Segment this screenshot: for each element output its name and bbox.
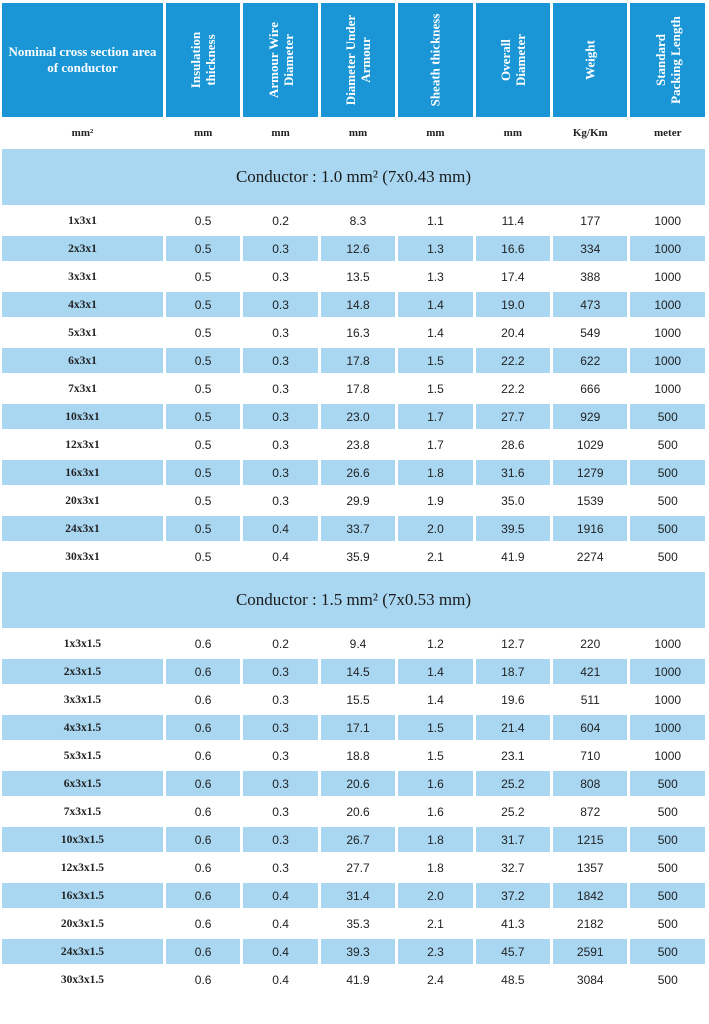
value-cell: 1215 xyxy=(553,827,627,852)
value-cell: 1.3 xyxy=(398,264,472,289)
value-cell: 1.4 xyxy=(398,687,472,712)
value-cell: 0.6 xyxy=(166,659,240,684)
value-cell: 0.5 xyxy=(166,488,240,513)
cable-size-cell: 6x3x1.5 xyxy=(2,771,163,796)
col-header-line: Overall xyxy=(497,39,513,81)
value-cell: 41.9 xyxy=(476,544,550,569)
cable-size-cell: 1x3x1.5 xyxy=(2,631,163,656)
value-cell: 31.7 xyxy=(476,827,550,852)
value-cell: 0.6 xyxy=(166,799,240,824)
value-cell: 39.3 xyxy=(321,939,395,964)
table-row xyxy=(2,771,705,796)
cable-size-cell: 10x3x1 xyxy=(2,404,163,429)
value-cell: 0.5 xyxy=(166,404,240,429)
value-cell: 0.2 xyxy=(243,208,317,233)
unit-cell: mm xyxy=(321,120,395,146)
value-cell: 37.2 xyxy=(476,883,550,908)
value-cell: 0.3 xyxy=(243,432,317,457)
value-cell: 41.9 xyxy=(321,967,395,992)
value-cell: 1.5 xyxy=(398,743,472,768)
value-cell: 1000 xyxy=(630,631,705,656)
value-cell: 0.5 xyxy=(166,348,240,373)
cable-size-cell: 20x3x1 xyxy=(2,488,163,513)
value-cell: 2274 xyxy=(553,544,627,569)
table-row xyxy=(2,939,705,964)
value-cell: 334 xyxy=(553,236,627,261)
cable-size-cell: 16x3x1.5 xyxy=(2,883,163,908)
table-row xyxy=(2,631,705,656)
cable-size-cell: 20x3x1.5 xyxy=(2,911,163,936)
value-cell: 0.4 xyxy=(243,516,317,541)
value-cell: 0.6 xyxy=(166,743,240,768)
value-cell: 23.8 xyxy=(321,432,395,457)
value-cell: 20.6 xyxy=(321,771,395,796)
value-cell: 1.9 xyxy=(398,488,472,513)
value-cell: 1.5 xyxy=(398,348,472,373)
value-cell: 21.4 xyxy=(476,715,550,740)
value-cell: 1000 xyxy=(630,715,705,740)
value-cell: 1.4 xyxy=(398,320,472,345)
value-cell: 1.6 xyxy=(398,771,472,796)
col-header-insulation-thickness xyxy=(166,3,240,117)
value-cell: 0.3 xyxy=(243,488,317,513)
value-cell: 22.2 xyxy=(476,348,550,373)
value-cell: 1000 xyxy=(630,743,705,768)
table-row xyxy=(2,715,705,740)
cable-size-cell: 5x3x1 xyxy=(2,320,163,345)
value-cell: 1.8 xyxy=(398,827,472,852)
value-cell: 1000 xyxy=(630,236,705,261)
value-cell: 1.8 xyxy=(398,855,472,880)
value-cell: 1.5 xyxy=(398,376,472,401)
unit-cell: mm² xyxy=(2,120,163,146)
value-cell: 0.3 xyxy=(243,236,317,261)
value-cell: 500 xyxy=(630,460,705,485)
value-cell: 35.9 xyxy=(321,544,395,569)
value-cell: 0.3 xyxy=(243,320,317,345)
value-cell: 0.5 xyxy=(166,236,240,261)
value-cell: 17.8 xyxy=(321,348,395,373)
value-cell: 0.5 xyxy=(166,376,240,401)
section-header-row xyxy=(2,572,705,628)
value-cell: 1.8 xyxy=(398,460,472,485)
value-cell: 19.0 xyxy=(476,292,550,317)
value-cell: 1000 xyxy=(630,292,705,317)
value-cell: 0.3 xyxy=(243,348,317,373)
value-cell: 1.5 xyxy=(398,715,472,740)
value-cell: 0.5 xyxy=(166,460,240,485)
value-cell: 19.6 xyxy=(476,687,550,712)
value-cell: 1000 xyxy=(630,320,705,345)
value-cell: 0.3 xyxy=(243,460,317,485)
col-header-weight xyxy=(553,3,627,117)
value-cell: 2.0 xyxy=(398,883,472,908)
cable-size-cell: 7x3x1.5 xyxy=(2,799,163,824)
value-cell: 220 xyxy=(553,631,627,656)
value-cell: 500 xyxy=(630,516,705,541)
value-cell: 17.8 xyxy=(321,376,395,401)
value-cell: 28.6 xyxy=(476,432,550,457)
table-row xyxy=(2,320,705,345)
table-row xyxy=(2,264,705,289)
table-row xyxy=(2,911,705,936)
col-header-armour-wire-diameter xyxy=(243,3,317,117)
value-cell: 20.6 xyxy=(321,799,395,824)
value-cell: 710 xyxy=(553,743,627,768)
value-cell: 0.3 xyxy=(243,404,317,429)
unit-cell: Kg/Km xyxy=(553,120,627,146)
value-cell: 1.1 xyxy=(398,208,472,233)
value-cell: 177 xyxy=(553,208,627,233)
table-row xyxy=(2,743,705,768)
value-cell: 0.3 xyxy=(243,715,317,740)
value-cell: 1.4 xyxy=(398,659,472,684)
value-cell: 0.5 xyxy=(166,320,240,345)
value-cell: 1000 xyxy=(630,659,705,684)
cable-size-cell: 2x3x1.5 xyxy=(2,659,163,684)
col-header-line: Sheath thickness xyxy=(427,13,443,107)
value-cell: 14.8 xyxy=(321,292,395,317)
unit-cell: mm xyxy=(476,120,550,146)
col-header-line: Armour Wire xyxy=(265,22,281,98)
value-cell: 0.5 xyxy=(166,292,240,317)
value-cell: 41.3 xyxy=(476,911,550,936)
value-cell: 500 xyxy=(630,432,705,457)
value-cell: 2.4 xyxy=(398,967,472,992)
cable-size-cell: 16x3x1 xyxy=(2,460,163,485)
table-row xyxy=(2,799,705,824)
value-cell: 20.4 xyxy=(476,320,550,345)
value-cell: 17.1 xyxy=(321,715,395,740)
value-cell: 18.7 xyxy=(476,659,550,684)
value-cell: 1.4 xyxy=(398,292,472,317)
col-header-line: Packing Length xyxy=(667,16,683,104)
value-cell: 1.7 xyxy=(398,432,472,457)
col-header-cross-section: Nominal cross section area of conductor xyxy=(2,3,163,117)
value-cell: 35.0 xyxy=(476,488,550,513)
value-cell: 500 xyxy=(630,827,705,852)
value-cell: 1000 xyxy=(630,376,705,401)
value-cell: 0.4 xyxy=(243,911,317,936)
value-cell: 0.6 xyxy=(166,939,240,964)
unit-cell: mm xyxy=(166,120,240,146)
value-cell: 0.5 xyxy=(166,432,240,457)
col-header-line: Standard xyxy=(652,33,668,87)
value-cell: 0.6 xyxy=(166,911,240,936)
cable-size-cell: 2x3x1 xyxy=(2,236,163,261)
table-row xyxy=(2,292,705,317)
value-cell: 929 xyxy=(553,404,627,429)
value-cell: 0.6 xyxy=(166,883,240,908)
value-cell: 872 xyxy=(553,799,627,824)
value-cell: 0.5 xyxy=(166,208,240,233)
table-row xyxy=(2,460,705,485)
table-row xyxy=(2,687,705,712)
value-cell: 1029 xyxy=(553,432,627,457)
value-cell: 0.3 xyxy=(243,799,317,824)
table-row xyxy=(2,376,705,401)
value-cell: 622 xyxy=(553,348,627,373)
value-cell: 45.7 xyxy=(476,939,550,964)
col-header-line: thickness xyxy=(203,34,219,86)
cable-size-cell: 6x3x1 xyxy=(2,348,163,373)
value-cell: 23.0 xyxy=(321,404,395,429)
value-cell: 1000 xyxy=(630,264,705,289)
value-cell: 12.7 xyxy=(476,631,550,656)
section-title: Conductor : 1.5 mm² (7x0.53 mm) xyxy=(2,572,705,628)
value-cell: 500 xyxy=(630,883,705,908)
value-cell: 2.1 xyxy=(398,911,472,936)
value-cell: 32.7 xyxy=(476,855,550,880)
table-row xyxy=(2,208,705,233)
value-cell: 14.5 xyxy=(321,659,395,684)
value-cell: 0.3 xyxy=(243,264,317,289)
col-header-standard-packing-length xyxy=(630,3,705,117)
cable-size-cell: 5x3x1.5 xyxy=(2,743,163,768)
value-cell: 500 xyxy=(630,799,705,824)
cable-size-cell: 1x3x1 xyxy=(2,208,163,233)
value-cell: 0.6 xyxy=(166,967,240,992)
value-cell: 22.2 xyxy=(476,376,550,401)
value-cell: 35.3 xyxy=(321,911,395,936)
value-cell: 16.3 xyxy=(321,320,395,345)
value-cell: 0.3 xyxy=(243,743,317,768)
table-row xyxy=(2,659,705,684)
value-cell: 1000 xyxy=(630,687,705,712)
value-cell: 0.5 xyxy=(166,516,240,541)
cable-size-cell: 12x3x1 xyxy=(2,432,163,457)
value-cell: 808 xyxy=(553,771,627,796)
value-cell: 23.1 xyxy=(476,743,550,768)
value-cell: 500 xyxy=(630,771,705,796)
unit-cell: mm xyxy=(398,120,472,146)
col-header-line: Diameter xyxy=(280,34,296,86)
value-cell: 31.6 xyxy=(476,460,550,485)
table-row xyxy=(2,855,705,880)
value-cell: 17.4 xyxy=(476,264,550,289)
value-cell: 500 xyxy=(630,939,705,964)
value-cell: 511 xyxy=(553,687,627,712)
value-cell: 500 xyxy=(630,404,705,429)
table-body xyxy=(2,149,705,992)
value-cell: 500 xyxy=(630,544,705,569)
value-cell: 0.5 xyxy=(166,544,240,569)
value-cell: 500 xyxy=(630,488,705,513)
cable-size-cell: 24x3x1 xyxy=(2,516,163,541)
value-cell: 0.3 xyxy=(243,855,317,880)
value-cell: 549 xyxy=(553,320,627,345)
value-cell: 0.4 xyxy=(243,883,317,908)
value-cell: 0.3 xyxy=(243,659,317,684)
table-row xyxy=(2,883,705,908)
cable-size-cell: 3x3x1 xyxy=(2,264,163,289)
unit-cell: meter xyxy=(630,120,705,146)
value-cell: 0.3 xyxy=(243,771,317,796)
value-cell: 0.6 xyxy=(166,687,240,712)
value-cell: 29.9 xyxy=(321,488,395,513)
value-cell: 39.5 xyxy=(476,516,550,541)
value-cell: 500 xyxy=(630,911,705,936)
cable-size-cell: 30x3x1.5 xyxy=(2,967,163,992)
value-cell: 0.4 xyxy=(243,939,317,964)
unit-cell: mm xyxy=(243,120,317,146)
value-cell: 18.8 xyxy=(321,743,395,768)
table-row xyxy=(2,967,705,992)
value-cell: 2591 xyxy=(553,939,627,964)
value-cell: 0.4 xyxy=(243,967,317,992)
units-row xyxy=(2,120,705,146)
value-cell: 1357 xyxy=(553,855,627,880)
cable-size-cell: 4x3x1.5 xyxy=(2,715,163,740)
col-header-overall-diameter xyxy=(476,3,550,117)
value-cell: 31.4 xyxy=(321,883,395,908)
value-cell: 500 xyxy=(630,967,705,992)
value-cell: 473 xyxy=(553,292,627,317)
col-header-sheath-thickness xyxy=(398,3,472,117)
section-header-row xyxy=(2,149,705,205)
value-cell: 2.3 xyxy=(398,939,472,964)
value-cell: 0.6 xyxy=(166,771,240,796)
header-row xyxy=(2,3,705,117)
table-row xyxy=(2,348,705,373)
table-row xyxy=(2,827,705,852)
value-cell: 1279 xyxy=(553,460,627,485)
value-cell: 0.5 xyxy=(166,264,240,289)
table-row xyxy=(2,488,705,513)
cable-size-cell: 3x3x1.5 xyxy=(2,687,163,712)
table-row xyxy=(2,516,705,541)
col-header-diameter-under-armour xyxy=(321,3,395,117)
value-cell: 0.4 xyxy=(243,544,317,569)
value-cell: 1000 xyxy=(630,208,705,233)
value-cell: 1916 xyxy=(553,516,627,541)
value-cell: 16.6 xyxy=(476,236,550,261)
value-cell: 1539 xyxy=(553,488,627,513)
value-cell: 13.5 xyxy=(321,264,395,289)
value-cell: 15.5 xyxy=(321,687,395,712)
value-cell: 0.2 xyxy=(243,631,317,656)
col-header-line: Diameter xyxy=(512,34,528,86)
table-row xyxy=(2,236,705,261)
value-cell: 25.2 xyxy=(476,771,550,796)
value-cell: 0.6 xyxy=(166,715,240,740)
table-row xyxy=(2,404,705,429)
value-cell: 2182 xyxy=(553,911,627,936)
value-cell: 666 xyxy=(553,376,627,401)
value-cell: 25.2 xyxy=(476,799,550,824)
value-cell: 0.6 xyxy=(166,631,240,656)
value-cell: 604 xyxy=(553,715,627,740)
value-cell: 1.3 xyxy=(398,236,472,261)
value-cell: 8.3 xyxy=(321,208,395,233)
value-cell: 33.7 xyxy=(321,516,395,541)
value-cell: 27.7 xyxy=(321,855,395,880)
value-cell: 9.4 xyxy=(321,631,395,656)
value-cell: 26.6 xyxy=(321,460,395,485)
value-cell: 0.3 xyxy=(243,292,317,317)
value-cell: 500 xyxy=(630,855,705,880)
value-cell: 48.5 xyxy=(476,967,550,992)
cable-size-cell: 24x3x1.5 xyxy=(2,939,163,964)
value-cell: 27.7 xyxy=(476,404,550,429)
section-title: Conductor : 1.0 mm² (7x0.43 mm) xyxy=(2,149,705,205)
value-cell: 1000 xyxy=(630,348,705,373)
value-cell: 0.3 xyxy=(243,376,317,401)
table-row xyxy=(2,544,705,569)
col-header-line: Diameter Under xyxy=(342,14,358,106)
cable-size-cell: 30x3x1 xyxy=(2,544,163,569)
value-cell: 421 xyxy=(553,659,627,684)
value-cell: 0.6 xyxy=(166,855,240,880)
value-cell: 1.7 xyxy=(398,404,472,429)
col-header-line: Weight xyxy=(582,40,598,80)
value-cell: 388 xyxy=(553,264,627,289)
cable-size-cell: 7x3x1 xyxy=(2,376,163,401)
col-header-line: Armour xyxy=(357,37,373,83)
value-cell: 1.6 xyxy=(398,799,472,824)
cable-size-cell: 10x3x1.5 xyxy=(2,827,163,852)
cable-size-cell: 12x3x1.5 xyxy=(2,855,163,880)
value-cell: 11.4 xyxy=(476,208,550,233)
value-cell: 2.1 xyxy=(398,544,472,569)
col-header-line: Insulation xyxy=(188,31,204,89)
cable-size-cell: 4x3x1 xyxy=(2,292,163,317)
table-row xyxy=(2,432,705,457)
value-cell: 1.2 xyxy=(398,631,472,656)
value-cell: 2.0 xyxy=(398,516,472,541)
value-cell: 3084 xyxy=(553,967,627,992)
value-cell: 0.6 xyxy=(166,827,240,852)
value-cell: 0.3 xyxy=(243,687,317,712)
value-cell: 0.3 xyxy=(243,827,317,852)
value-cell: 1842 xyxy=(553,883,627,908)
value-cell: 12.6 xyxy=(321,236,395,261)
value-cell: 26.7 xyxy=(321,827,395,852)
